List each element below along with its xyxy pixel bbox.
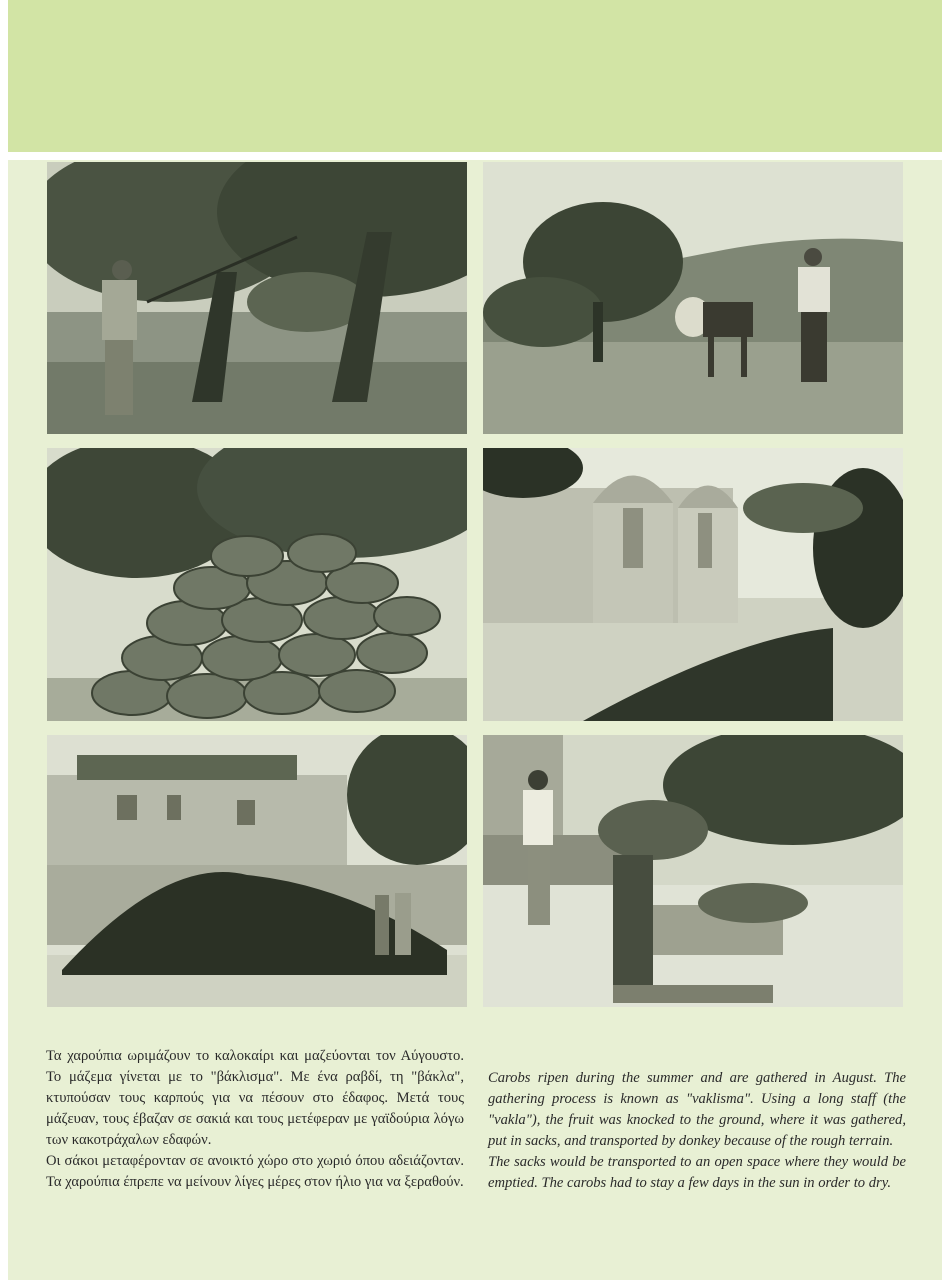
caption-greek	[46, 1046, 464, 1193]
caption-greek-paragraph-1: Τα χαρούπια ωριμάζουν το καλοκαίρι και μαζεύονται τον Αύγουστο. Το μάζεμα γίνεται με το "βάκλισμα". Με ένα ραβδί, τη "βάκλα", κτυπούσαν τους καρπούς για να πέσουν στο έδαφος. Μετά τους μάζευαν, τους έβαζαν σε σακιά και τους μετέφεραν με γαϊδούρια λόγω των κακοτράχαλων εδαφών.	[46, 1048, 464, 1148]
photo-stacked-sacks	[47, 448, 467, 721]
caption-english	[488, 1068, 906, 1194]
photo-donkey-transport	[483, 162, 903, 434]
caption-greek-paragraph-2: Οι σάκοι μεταφέρονταν σε ανοικτό χώρο στο χωριό όπου αδειάζονταν. Τα χαρούπια έπρεπε να μείνουν λίγες μέρες στον ήλιο για να ξεραθούν.	[46, 1153, 464, 1190]
photo-harvesting-with-staff	[47, 162, 467, 434]
photo-chapel-drying-carobs	[483, 448, 903, 721]
header-band	[8, 0, 942, 152]
photo-carob-heap-village	[47, 735, 467, 1007]
caption-english-paragraph-1: Carobs ripen during the summer and are gathered in August. The gathering process is known as "vaklisma". Using a long staff (the "vakla"), the fruit was knocked to the ground, where it was gathered, put in sacks, and transported by donkey because of the rough terrain.	[488, 1070, 906, 1149]
photo-weighing-sacks	[483, 735, 903, 1007]
caption-english-paragraph-2: The sacks would be transported to an open space where they would be emptied. The carobs had to stay a few days in the sun in order to dry.	[488, 1154, 906, 1191]
